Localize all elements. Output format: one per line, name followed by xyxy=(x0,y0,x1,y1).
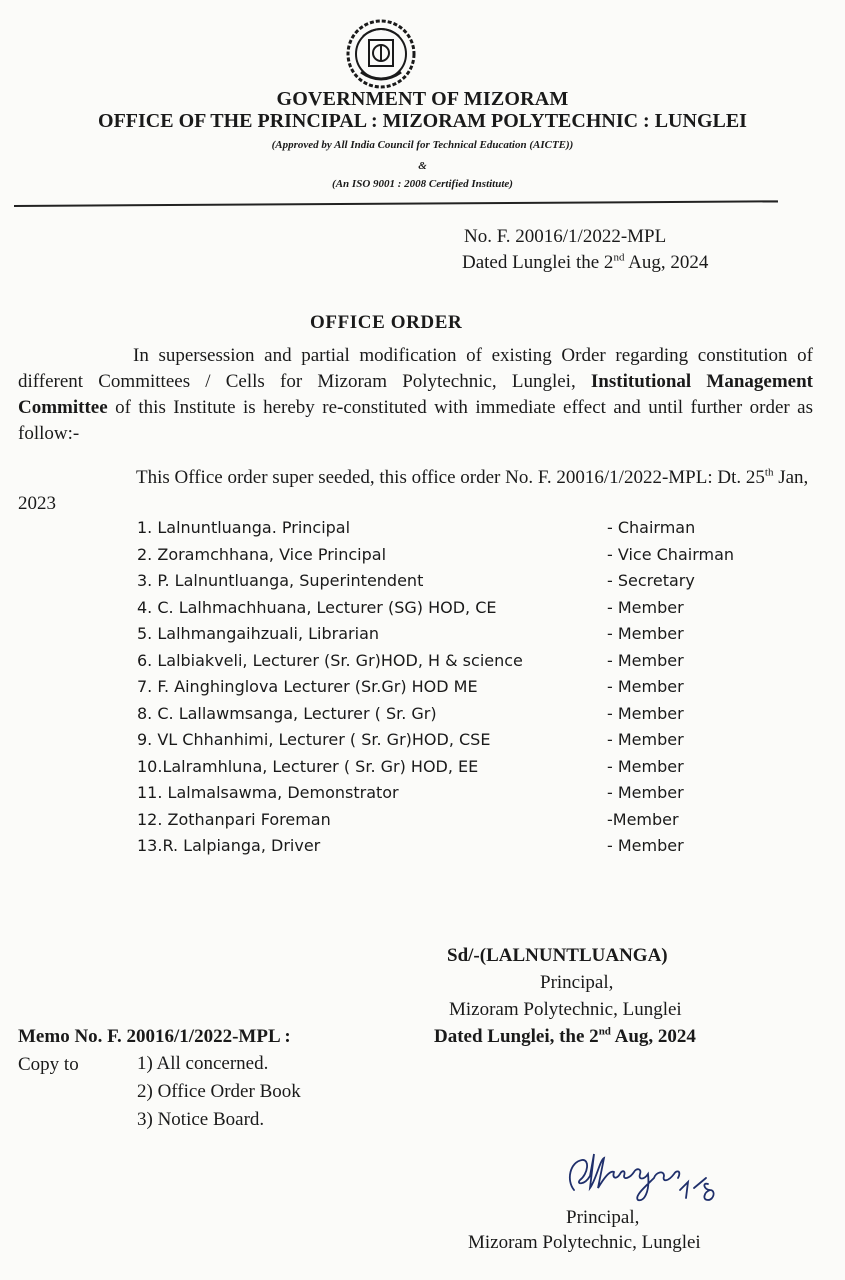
list-item: 3) Notice Board. xyxy=(137,1109,265,1130)
committee-name: Institutional Management Committee xyxy=(18,371,813,418)
list-item: 13.R. Lalpianga, Driver - Member xyxy=(137,836,684,855)
signatory-name: Sd/-(LALNUNTLUANGA) xyxy=(447,945,668,966)
memo-number: Memo No. F. 20016/1/2022-MPL : xyxy=(18,1026,291,1047)
header-divider xyxy=(14,200,778,207)
list-item: 4. C. Lalhmachhuana, Lecturer (SG) HOD, CE - Member xyxy=(137,597,684,617)
list-item: 2. Zoramchhana, Vice Principal - Vice Chairman xyxy=(137,544,735,564)
signatory-institution: Mizoram Polytechnic, Lunglei xyxy=(449,999,682,1020)
list-item: 9. VL Chhanhimi, Lecturer ( Sr. Gr)HOD, CSE - Member xyxy=(137,730,684,749)
aicte-approval-note: (Approved by All India Council for Technical Education (AICTE)) xyxy=(271,139,574,151)
list-item: 10.Lalramhluna, Lecturer ( Sr. Gr) HOD, EE - Member xyxy=(137,756,684,776)
list-item: 1. Lalnuntluanga. Principal - Chairman xyxy=(137,518,696,537)
signatory-title: Principal, xyxy=(540,972,614,993)
office-heading: OFFICE OF THE PRINCIPAL : MIZORAM POLYTECHNIC : LUNGLEI xyxy=(98,110,747,132)
committee-member-list xyxy=(137,518,777,863)
government-heading: GOVERNMENT OF MIZORAM xyxy=(276,88,569,110)
list-item: 11. Lalmalsawma, Demonstrator - Member xyxy=(137,783,684,802)
footer-signatory-institution: Mizoram Polytechnic, Lunglei xyxy=(468,1232,701,1253)
list-item: 8. C. Lallawmsanga, Lecturer ( Sr. Gr) - Member xyxy=(137,703,684,723)
list-item: 3. P. Lalnuntluanga, Superintendent - Secretary xyxy=(137,571,695,590)
order-paragraph-2: This Office order super seeded, this office order No. F. 20016/1/2022-MPL: Dt. 25th Jan, 2023 xyxy=(18,466,809,514)
list-item: 2) Office Order Book xyxy=(137,1081,301,1102)
order-title: OFFICE ORDER xyxy=(310,312,463,333)
reference-number: No. F. 20016/1/2022-MPL xyxy=(464,226,667,247)
list-item: 1) All concerned. xyxy=(137,1053,269,1074)
memo-date: Dated Lunglei, the 2nd Aug, 2024 xyxy=(434,1025,696,1047)
iso-certification-note: (An ISO 9001 : 2008 Certified Institute) xyxy=(332,178,513,190)
footer-signatory-title: Principal, xyxy=(566,1207,640,1228)
ampersand: & xyxy=(418,160,427,172)
list-item: 5. Lalhmangaihzuali, Librarian - Member xyxy=(137,624,684,643)
list-item: 12. Zothanpari Foreman -Member xyxy=(137,809,679,829)
copy-to-list xyxy=(137,1050,301,1134)
order-paragraph-1: In supersession and partial modification of existing Order regarding constitution of different Committees / Cells for Mizoram Polytechnic, Lunglei, Institutional Management Committee of this Institute is hereby re-constituted with immediate effect and until further order as follow:- xyxy=(18,345,813,444)
list-item: 7. F. Ainghinglova Lecturer (Sr.Gr) HOD ME - Member xyxy=(137,677,684,696)
copy-to-label: Copy to xyxy=(18,1054,79,1075)
institute-logo-emblem xyxy=(343,16,419,92)
list-item: 6. Lalbiakveli, Lecturer (Sr. Gr)HOD, H & science - Member xyxy=(137,650,684,670)
reference-date: Dated Lunglei the 2nd Aug, 2024 xyxy=(462,251,709,273)
